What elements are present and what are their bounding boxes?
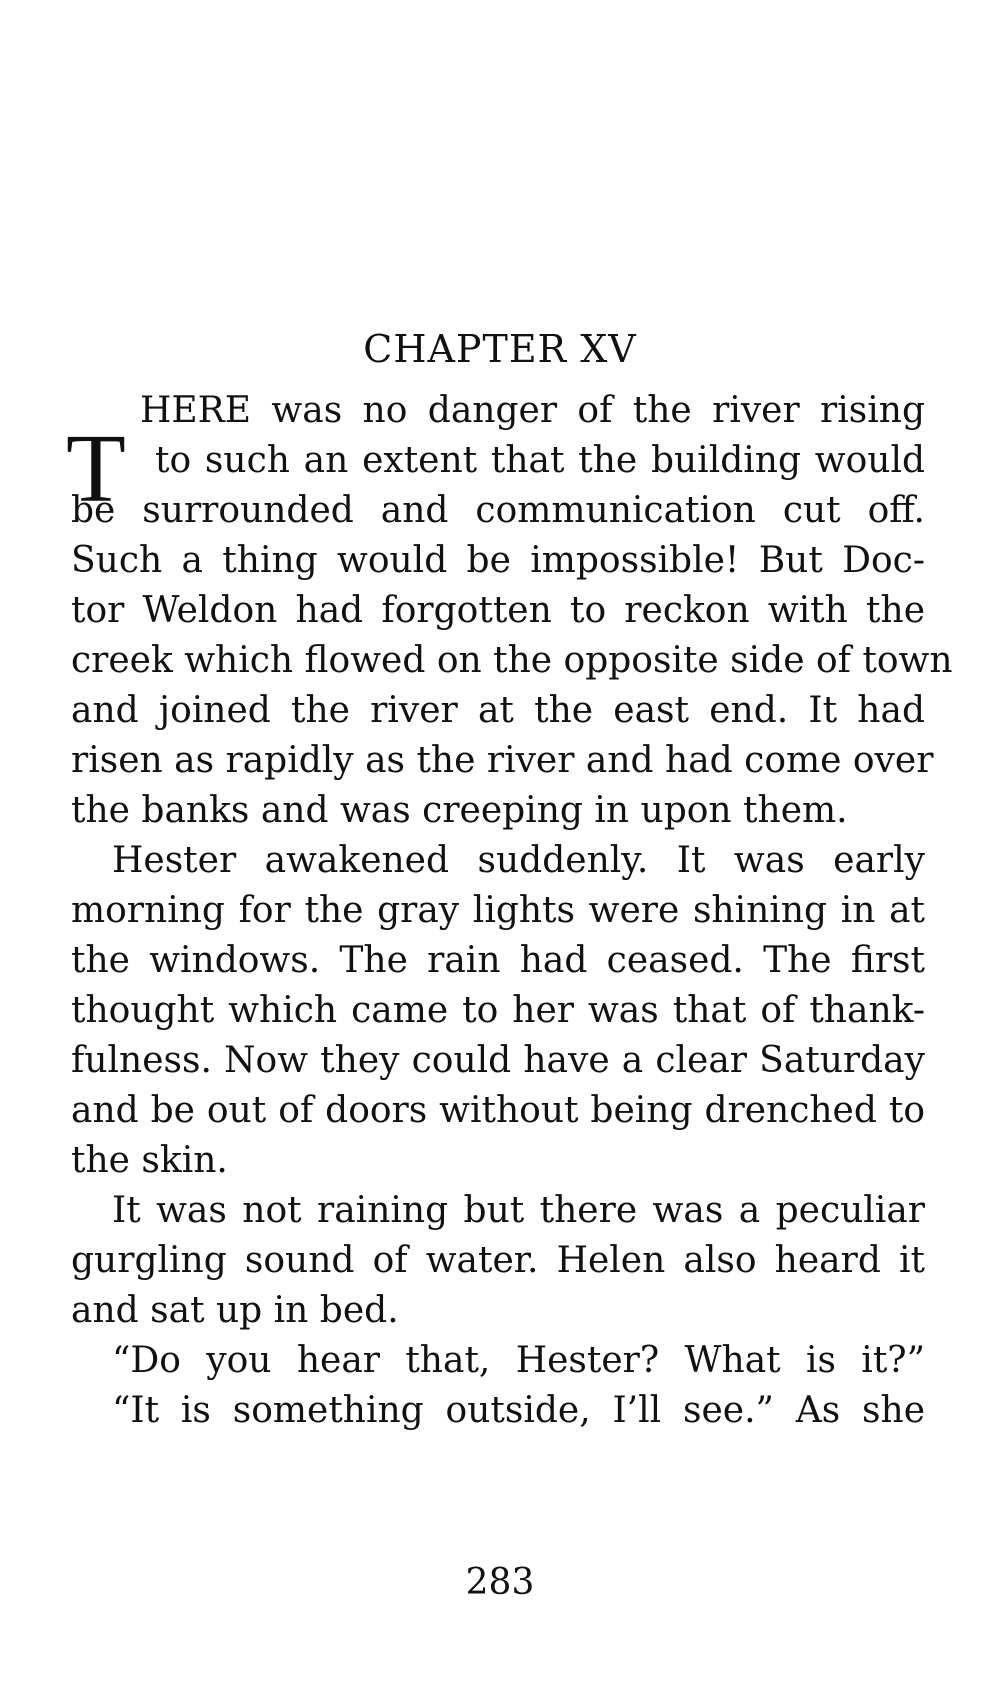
text-line: “Do you hear that, Hester? What is it?” [112, 1340, 925, 1381]
text-line: the windows. The rain had ceased. The first [71, 940, 925, 981]
chapter-title: CHAPTER XV [363, 327, 637, 371]
text-line: be surrounded and communication cut off. [71, 490, 925, 531]
text-line: Hester awakened suddenly. It was early [112, 840, 925, 881]
text-line: and sat up in bed. [71, 1290, 399, 1331]
text-line: Such a thing would be impossible! But Doc- [71, 540, 925, 581]
text-line: It was not raining but there was a peculiar [112, 1190, 925, 1231]
text-line: gurgling sound of water. Helen also heard it [71, 1240, 925, 1281]
text-line: thought which came to her was that of thank- [71, 990, 925, 1031]
text-line: the banks and was creeping in upon them. [71, 790, 848, 831]
text-line: fulness. Now they could have a clear Saturday [71, 1040, 925, 1081]
text-line: “It is something outside, I’ll see.” As she [112, 1390, 925, 1431]
text-line: and be out of doors without being drenched to [71, 1090, 925, 1131]
text-line: to such an extent that the building would [155, 440, 925, 481]
text-line: creek which flowed on the opposite side of town [71, 640, 953, 681]
text-line: risen as rapidly as the river and had come over [71, 740, 934, 781]
text-line: tor Weldon had forgotten to reckon with the [71, 590, 925, 631]
drop-cap: T [66, 415, 126, 523]
text-line: the skin. [71, 1140, 228, 1181]
text-line: and joined the river at the east end. It had [71, 690, 925, 731]
page-number: 283 [465, 1562, 535, 1603]
text-line: HERE was no danger of the river rising [140, 390, 925, 431]
text-line: morning for the gray lights were shining in at [71, 890, 925, 931]
